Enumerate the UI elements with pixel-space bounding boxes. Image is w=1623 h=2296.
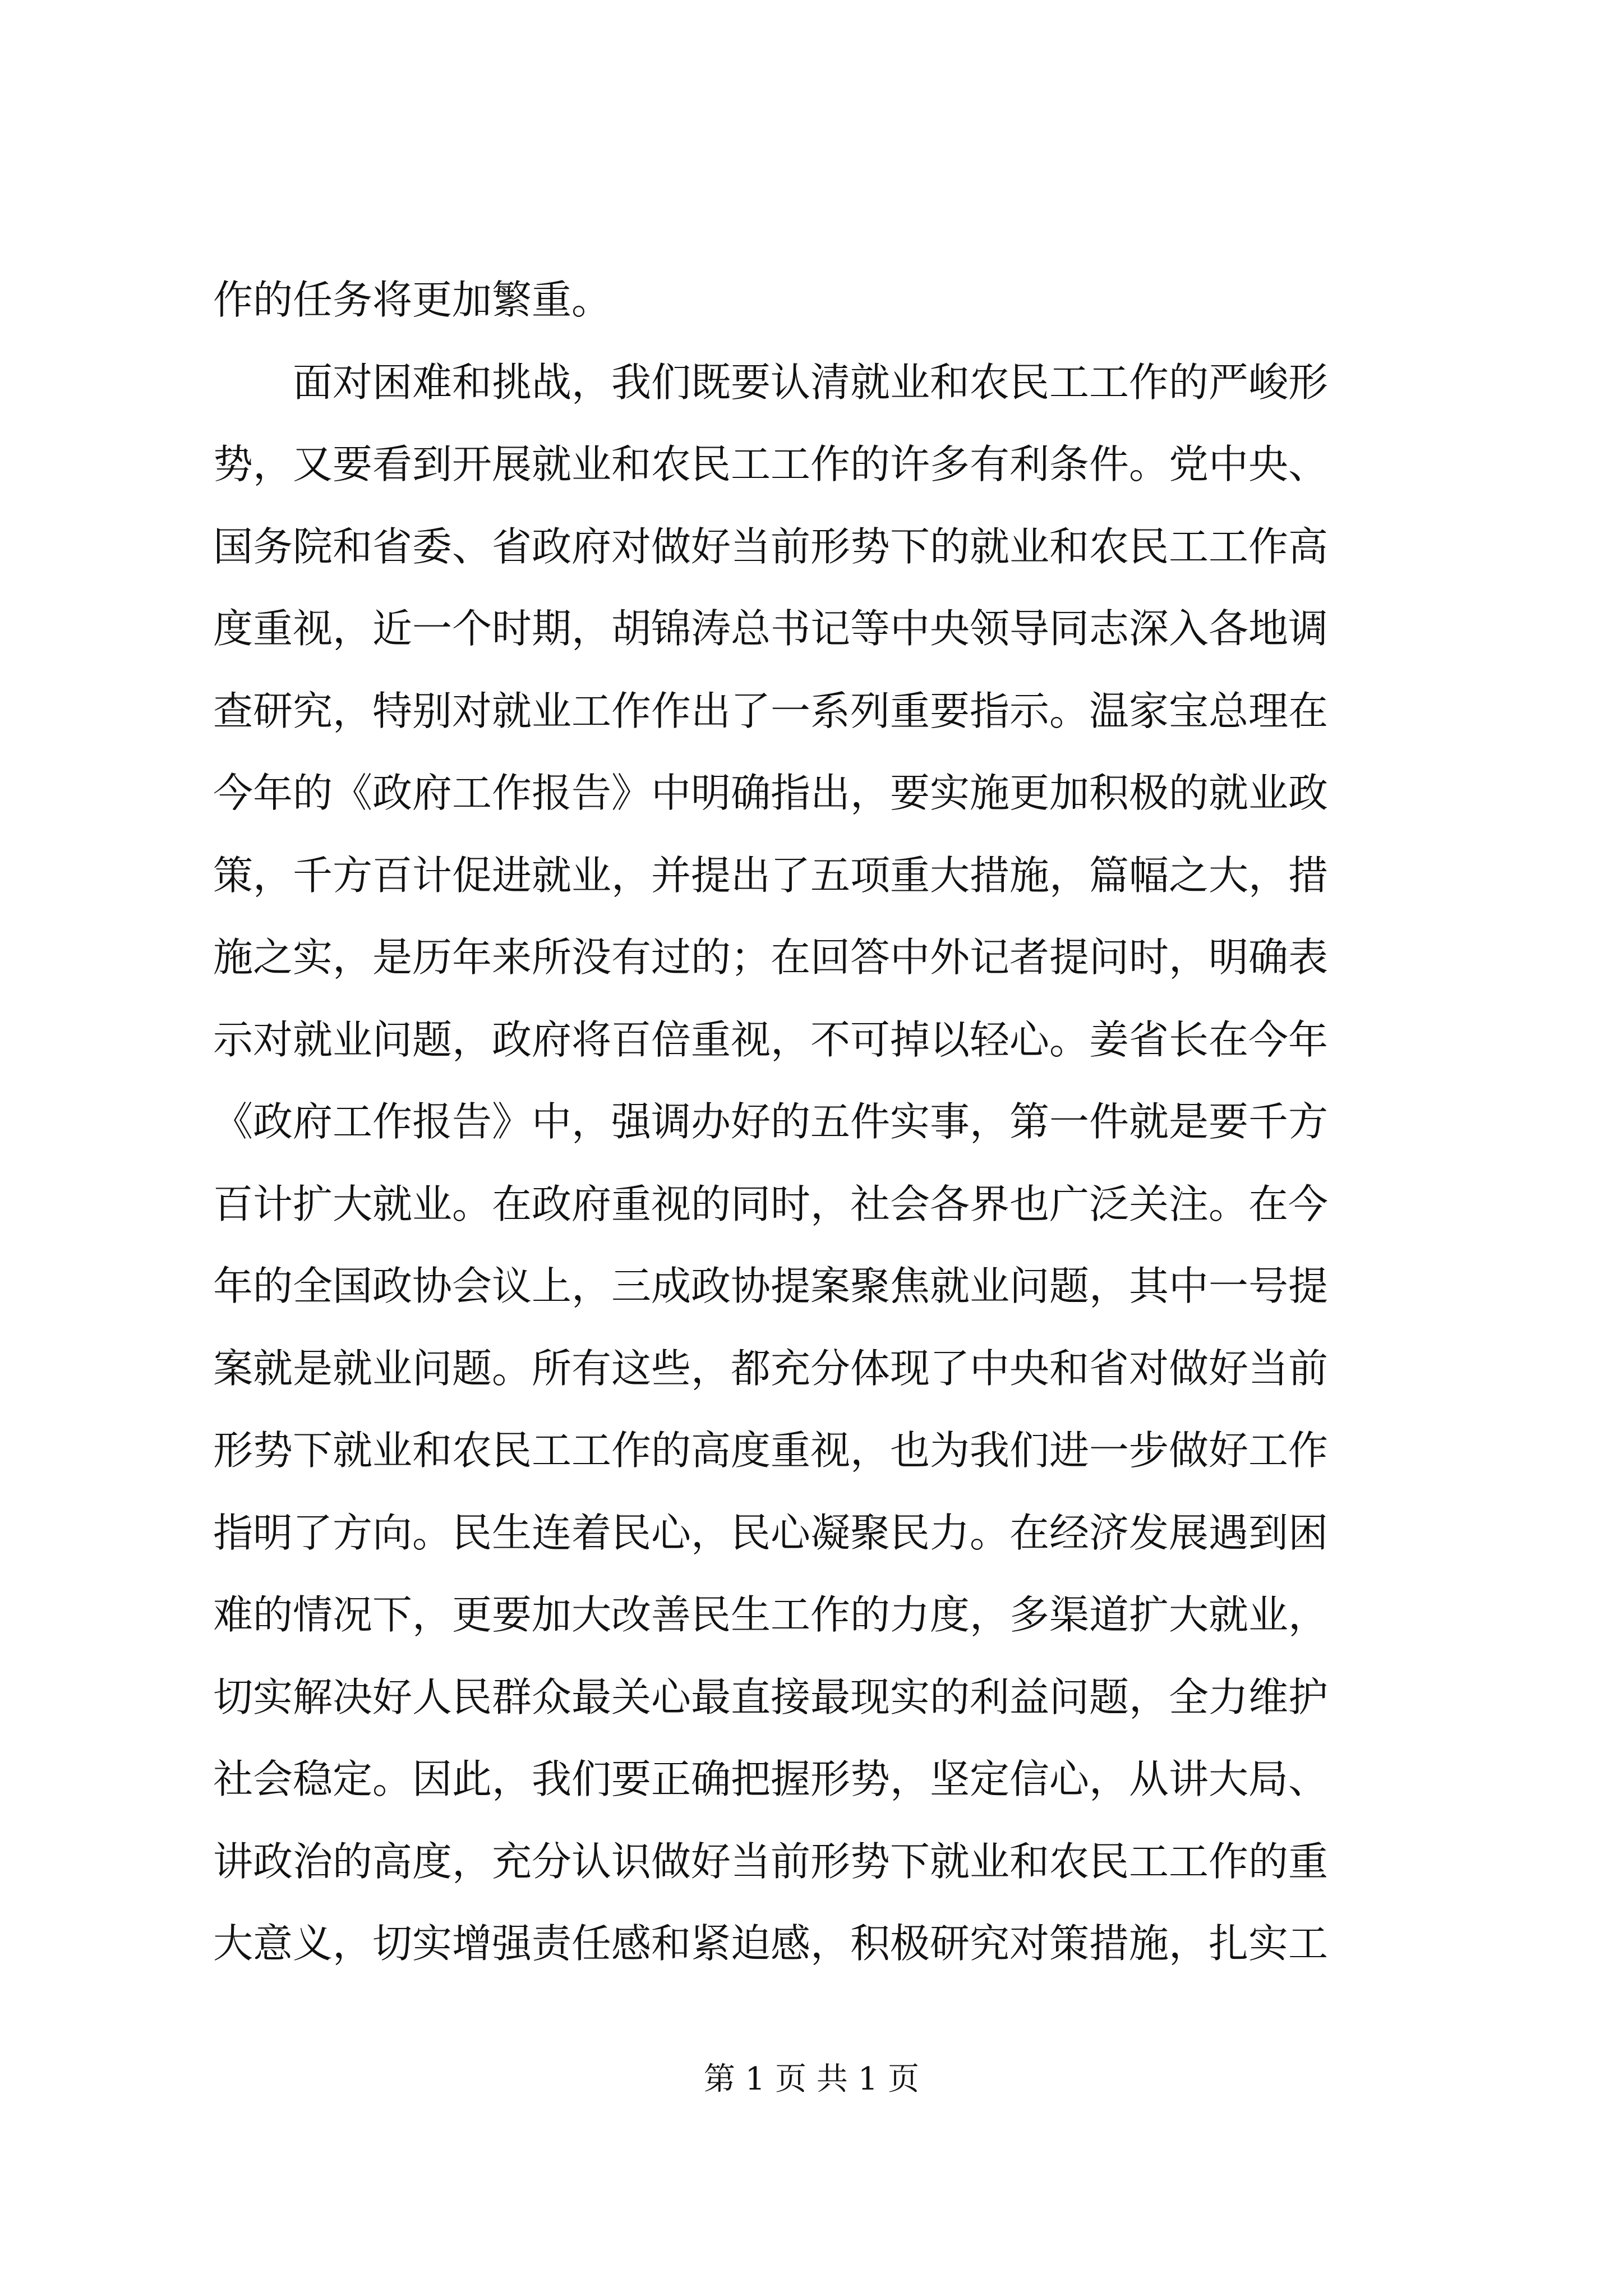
text-line: 度重视，近一个时期，胡锦涛总书记等中央领导同志深入各地调 (213, 605, 1329, 652)
page-footer (0, 2060, 1623, 2099)
text-line: 年的全国政协会议上，三成政协提案聚焦就业问题，其中一号提 (213, 1263, 1329, 1309)
text-line: 查研究，特别对就业工作作出了一系列重要指示。温家宝总理在 (213, 687, 1329, 734)
text-line: 势，又要看到开展就业和农民工工作的许多有利条件。党中央、 (213, 441, 1329, 487)
text-line: 国务院和省委、省政府对做好当前形势下的就业和农民工工作高 (213, 523, 1329, 570)
text-line: 案就是就业问题。所有这些，都充分体现了中央和省对做好当前 (213, 1345, 1329, 1392)
body-text (213, 259, 1413, 1985)
text-line: 百计扩大就业。在政府重视的同时，社会各界也广泛关注。在今 (213, 1180, 1329, 1227)
text-line: 策，千方百计促进就业，并提出了五项重大措施，篇幅之大，措 (213, 852, 1329, 899)
text-line: 《政府工作报告》中，强调办好的五件实事，第一件就是要千方 (213, 1098, 1329, 1145)
paragraph-first-line: 面对困难和挑战，我们既要认清就业和农民工工作的严峻形 (293, 358, 1329, 406)
text-line: 示对就业问题，政府将百倍重视，不可掉以轻心。姜省长在今年 (213, 1016, 1329, 1063)
text-line: 今年的《政府工作报告》中明确指出，要实施更加积极的就业政 (213, 770, 1329, 816)
text-line: 指明了方向。民生连着民心，民心凝聚民力。在经济发展遇到困 (213, 1509, 1329, 1556)
text-line: 作的任务将更加繁重。 (213, 277, 612, 323)
text-line: 社会稳定。因此，我们要正确把握形势，坚定信心，从讲大局、 (213, 1756, 1329, 1802)
text-line: 切实解决好人民群众最关心最直接最现实的利益问题，全力维护 (213, 1673, 1329, 1720)
text-line: 大意义，切实增强责任感和紧迫感，积极研究对策措施，扎实工 (213, 1920, 1329, 1967)
text-line: 施之实，是历年来所没有过的；在回答中外记者提问时，明确表 (213, 934, 1329, 981)
text-line: 形势下就业和农民工工作的高度重视，也为我们进一步做好工作 (213, 1427, 1329, 1474)
page-number: 第 1 页 共 1 页 (703, 2061, 920, 2097)
text-line: 难的情况下，更要加大改善民生工作的力度，多渠道扩大就业， (213, 1591, 1329, 1638)
text-line: 讲政治的高度，充分认识做好当前形势下就业和农民工工作的重 (213, 1838, 1329, 1885)
